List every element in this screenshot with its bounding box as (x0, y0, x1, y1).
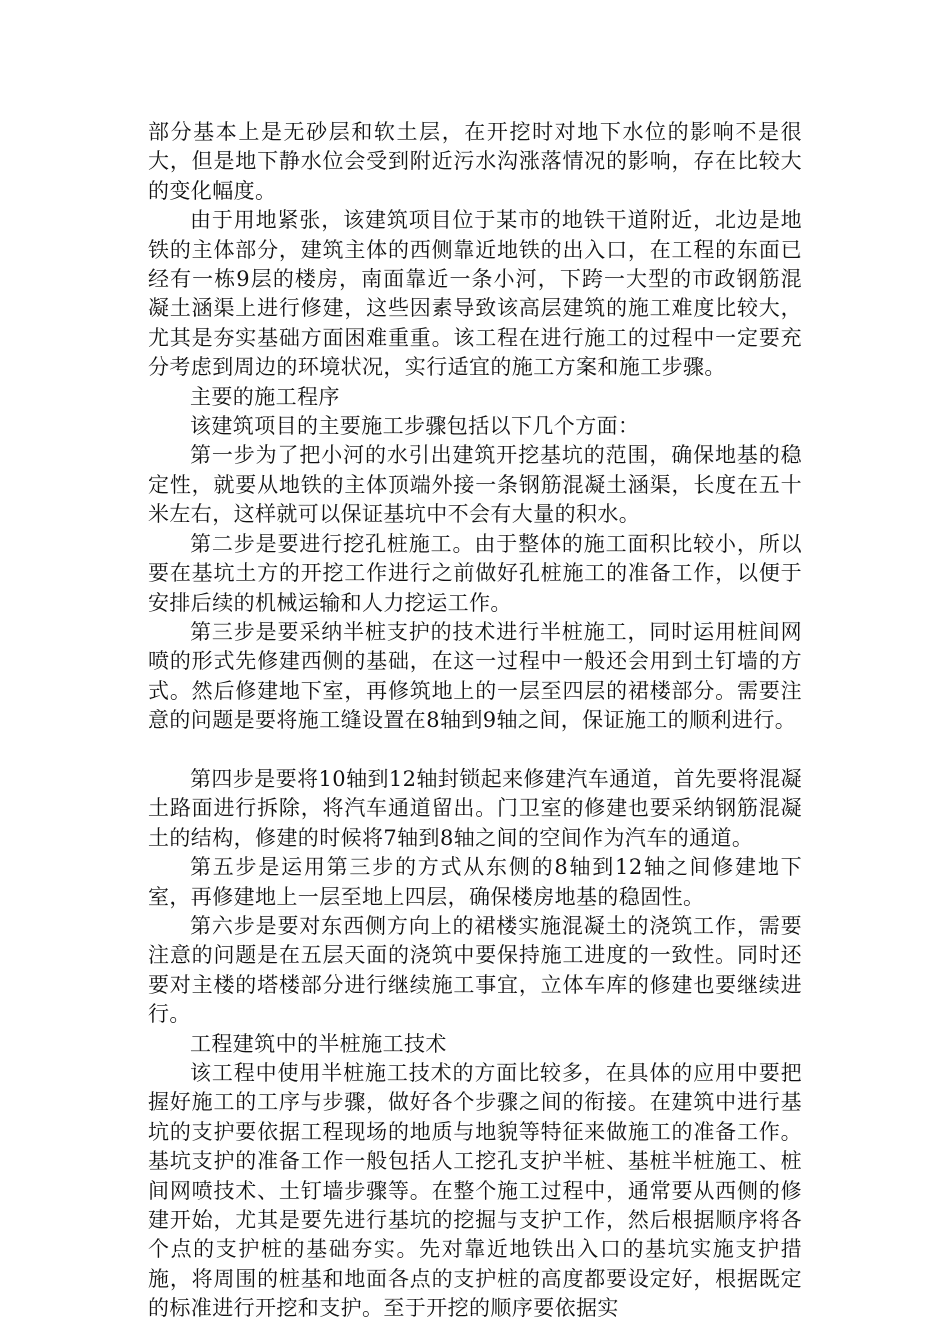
paragraph-step-five: 第五步是运用第三步的方式从东侧的8轴到12轴之间修建地下室，再修建地上一层至地上四层，确保楼房地基的稳固性。 (148, 855, 802, 909)
paragraph-step-four: 第四步是要将10轴到12轴封锁起来修建汽车通道，首先要将混凝土路面进行拆除，将汽车通道留出。门卫室的修建也要采纳钢筋混凝土的结构，修建的时候将7轴到8轴之间的空间作为汽车的通道。 (148, 766, 802, 850)
paragraph-half-pile-details: 该工程中使用半桩施工技术的方面比较多，在具体的应用中要把握好施工的工序与步骤，做好各个步骤之间的衔接。在建筑中进行基坑的支护要依据工程现场的地质与地貌等特征来做施工的准备工作。基坑支护的准备工作一般包括人工挖孔支护半桩、基桩半桩施工、桩间网喷技术、土钉墙步骤等。在整个施工过程中，通常要从西侧的修建开始，尤其是要先进行基坑的挖掘与支护工作，然后根据顺序将各个点的支护桩的基础夯实。先对靠近地铁出入口的基坑实施支护措施，将周围的桩基和地面各点的支护桩的高度都要设定好，根据既定的标准进行开挖和支护。至于开挖的顺序要依据实 (148, 1060, 802, 1321)
blank-line (148, 736, 802, 765)
document-body (148, 118, 802, 1324)
paragraph-continuation: 部分基本上是无砂层和软土层，在开挖时对地下水位的影响不是很大，但是地下静水位会受到附近污水沟涨落情况的影响，存在比较大的变化幅度。 (148, 120, 802, 203)
paragraph-site-conditions: 由于用地紧张，该建筑项目位于某市的地铁干道附近，北边是地铁的主体部分，建筑主体的西侧靠近地铁的出入口，在工程的东面已经有一栋9层的楼房，南面靠近一条小河，下跨一大型的市政钢筋混凝土涵渠上进行修建，这些因素导致该高层建筑的施工难度比较大，尤其是夯实基础方面困难重重。该工程在进行施工的过程中一定要充分考虑到周边的环境状况，实行适宜的施工方案和施工步骤。 (148, 208, 802, 380)
paragraph-step-one: 第一步为了把小河的水引出建筑开挖基坑的范围，确保地基的稳定性，就要从地铁的主体顶端外接一条钢筋混凝土涵渠，长度在五十米左右，这样就可以保证基坑中不会有大量的积水。 (148, 443, 802, 527)
paragraph-steps-intro: 该建筑项目的主要施工步骤包括以下几个方面： (190, 414, 640, 439)
heading-half-pile-technique: 工程建筑中的半桩施工技术 (190, 1031, 447, 1056)
paragraph-step-three: 第三步是要采纳半桩支护的技术进行半桩施工，同时运用桩间网喷的形式先修建西侧的基础，在这一过程中一般还会用到土钉墙的方式。然后修建地下室，再修筑地上的一层至四层的裙楼部分。需要注意的问题是要将施工缝设置在8轴到9轴之间，保证施工的顺利进行。 (148, 619, 802, 733)
paragraph-step-two: 第二步是要进行挖孔桩施工。由于整体的施工面积比较小，所以要在基坑土方的开挖工作进行之前做好孔桩施工的准备工作，以便于安排后续的机械运输和人力挖运工作。 (148, 531, 802, 615)
heading-main-procedure: 主要的施工程序 (190, 384, 340, 409)
paragraph-step-six: 第六步是要对东西侧方向上的裙楼实施混凝土的浇筑工作，需要注意的问题是在五层天面的浇筑中要保持施工进度的一致性。同时还要对主楼的塔楼部分进行继续施工事宜，立体车库的修建也要继续进行。 (148, 913, 802, 1027)
